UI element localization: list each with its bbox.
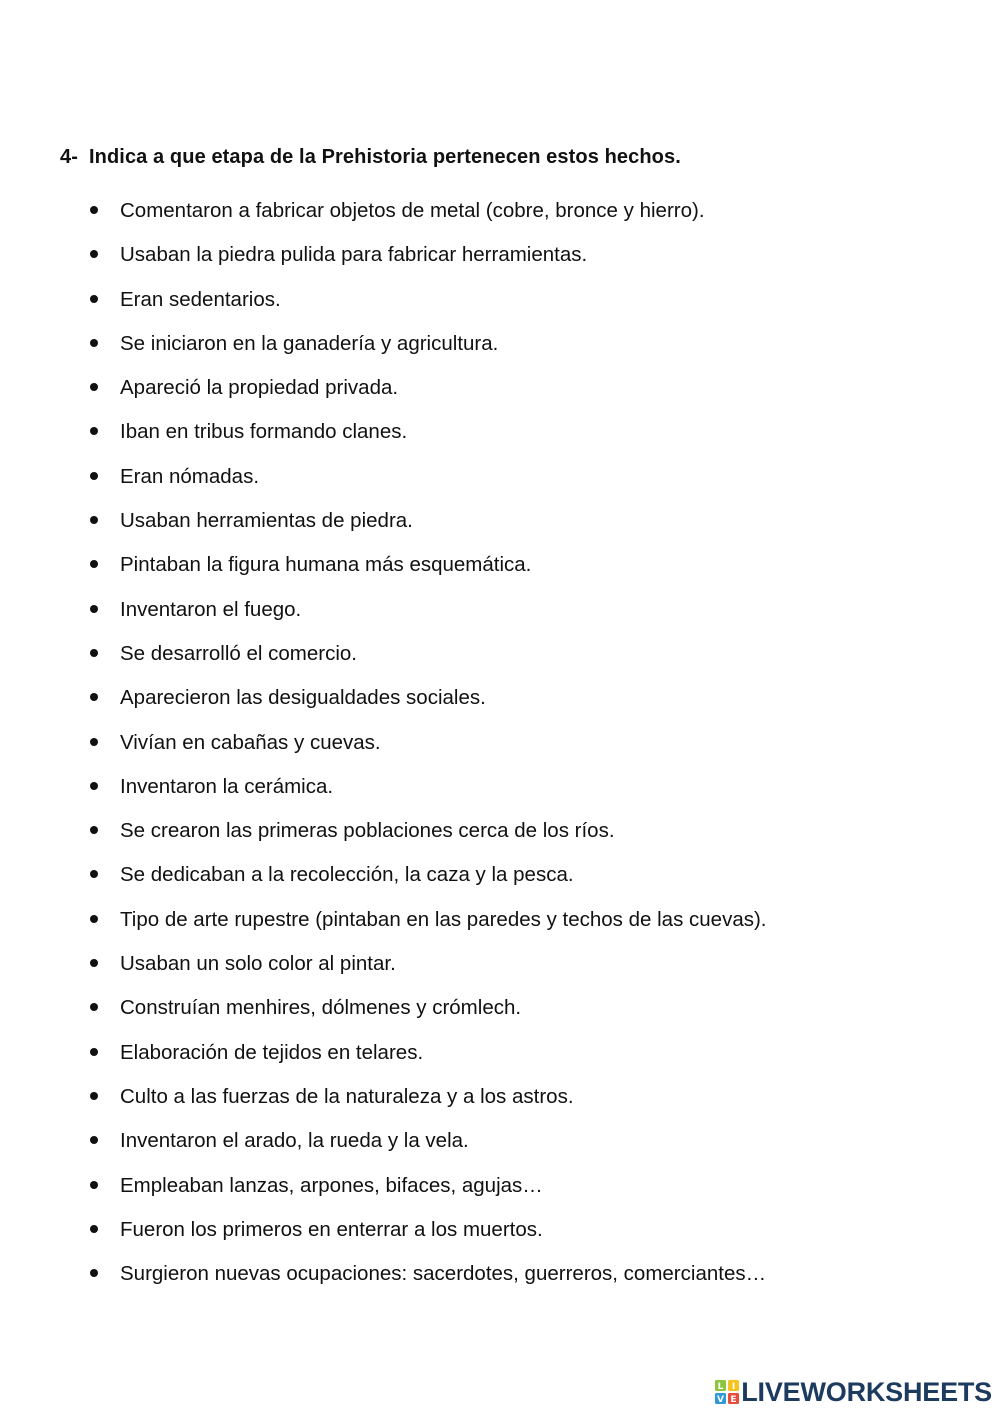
list-item-text: Inventaron el fuego. — [120, 597, 302, 621]
list-item-text: Eran sedentarios. — [120, 287, 281, 311]
list-item — [0, 728, 1000, 772]
list-item — [0, 1171, 1000, 1215]
bullet-icon — [90, 649, 98, 657]
list-item-text: Inventaron la cerámica. — [120, 774, 334, 798]
list-item-text: Fueron los primeros en enterrar a los muertos. — [120, 1217, 543, 1241]
list-item — [0, 196, 1000, 240]
list-item-text: Se desarrolló el comercio. — [120, 641, 357, 665]
list-item-text: Apareció la propiedad privada. — [120, 376, 399, 400]
list-item — [0, 595, 1000, 639]
bullet-icon — [90, 1136, 98, 1144]
list-item — [0, 1038, 1000, 1082]
bullet-icon — [90, 1269, 98, 1277]
list-item-text: Surgieron nuevas ocupaciones: sacerdotes, guerreros, comerciantes… — [120, 1262, 767, 1286]
list-item — [0, 240, 1000, 284]
list-item-text: Inventaron el arado, la rueda y la vela. — [120, 1129, 469, 1153]
bullet-icon — [90, 295, 98, 303]
bullet-icon — [90, 1003, 98, 1011]
list-item — [0, 860, 1000, 904]
bullet-icon — [90, 427, 98, 435]
list-item-text: Aparecieron las desigualdades sociales. — [120, 686, 486, 710]
bullet-icon — [90, 560, 98, 568]
list-item-text: Empleaban lanzas, arpones, bifaces, agujas… — [120, 1173, 543, 1197]
bullet-icon — [90, 693, 98, 701]
exercise-number: 4- — [60, 146, 78, 168]
exercise-instruction: Indica a que etapa de la Prehistoria pertenecen estos hechos. — [89, 146, 681, 168]
list-item — [0, 683, 1000, 727]
list-item — [0, 1126, 1000, 1170]
list-item-text: Pintaban la figura humana más esquemática. — [120, 553, 532, 577]
list-item-text: Culto a las fuerzas de la naturaleza y a los astros. — [120, 1084, 574, 1108]
list-item — [0, 462, 1000, 506]
list-item — [0, 373, 1000, 417]
list-item-text: Construían menhires, dólmenes y crómlech. — [120, 996, 522, 1020]
list-item-text: Comentaron a fabricar objetos de metal (cobre, bronce y hierro). — [120, 199, 705, 222]
svg-text:E: E — [730, 1395, 737, 1404]
bullet-icon — [90, 516, 98, 524]
bullet-icon — [90, 782, 98, 790]
list-item-text: Vivían en cabañas y cuevas. — [120, 730, 381, 754]
svg-text:I: I — [732, 1382, 736, 1392]
liveworksheets-logo-icon — [715, 1380, 739, 1404]
bullet-icon — [90, 1225, 98, 1233]
list-item — [0, 506, 1000, 550]
bullet-icon — [90, 250, 98, 258]
bullet-icon — [90, 1092, 98, 1100]
exercise-heading — [60, 146, 681, 169]
bullet-icon — [90, 206, 98, 214]
list-item — [0, 639, 1000, 683]
list-item-text: Se dedicaban a la recolección, la caza y la pesca. — [120, 863, 574, 887]
bullet-icon — [90, 738, 98, 746]
bullet-icon — [90, 605, 98, 613]
brand-name: LIVEWORKSHEETS — [741, 1377, 992, 1407]
svg-text:V: V — [717, 1395, 725, 1404]
facts-list — [0, 196, 1000, 1303]
list-item — [0, 417, 1000, 461]
list-item — [0, 1259, 1000, 1303]
bullet-icon — [90, 959, 98, 967]
list-item — [0, 993, 1000, 1037]
bullet-icon — [90, 1048, 98, 1056]
bullet-icon — [90, 915, 98, 923]
list-item — [0, 905, 1000, 949]
svg-text:L: L — [717, 1382, 724, 1392]
list-item-text: Usaban herramientas de piedra. — [120, 509, 413, 533]
list-item — [0, 1082, 1000, 1126]
list-item-text: Usaban un solo color al pintar. — [120, 952, 396, 976]
bullet-icon — [90, 826, 98, 834]
bullet-icon — [90, 1181, 98, 1189]
liveworksheets-branding — [715, 1378, 992, 1406]
list-item-text: Se iniciaron en la ganadería y agricultura. — [120, 331, 499, 355]
list-item-text: Se crearon las primeras poblaciones cerca de los ríos. — [120, 819, 615, 843]
list-item — [0, 949, 1000, 993]
list-item — [0, 550, 1000, 594]
bullet-icon — [90, 870, 98, 878]
list-item-text: Elaboración de tejidos en telares. — [120, 1040, 424, 1064]
list-item-text: Tipo de arte rupestre (pintaban en las paredes y techos de las cuevas). — [120, 907, 767, 931]
list-item — [0, 816, 1000, 860]
list-item-text: Usaban la piedra pulida para fabricar herramientas. — [120, 243, 588, 267]
list-item — [0, 285, 1000, 329]
list-item — [0, 1215, 1000, 1259]
list-item — [0, 772, 1000, 816]
bullet-icon — [90, 383, 98, 391]
list-item-text: Iban en tribus formando clanes. — [120, 420, 408, 444]
bullet-icon — [90, 339, 98, 347]
bullet-icon — [90, 472, 98, 480]
list-item-text: Eran nómadas. — [120, 464, 260, 488]
list-item — [0, 329, 1000, 373]
